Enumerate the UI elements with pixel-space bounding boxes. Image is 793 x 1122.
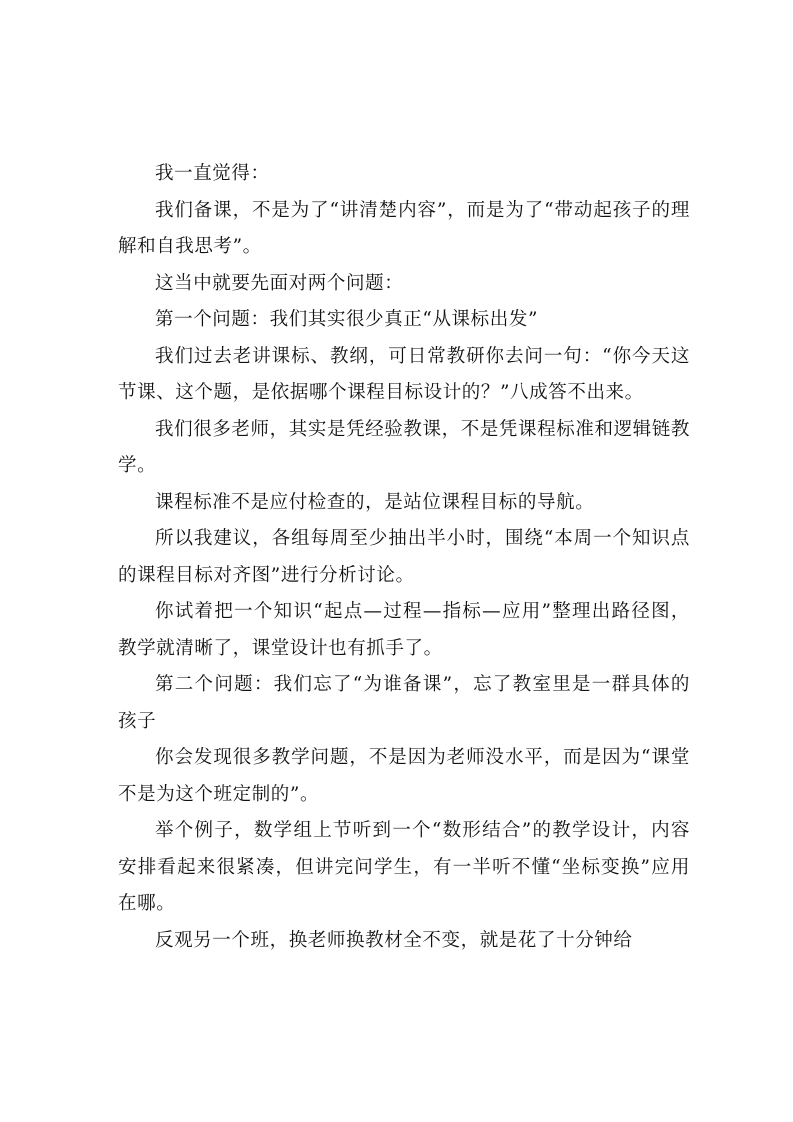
document-body	[118, 156, 690, 959]
section-heading-1: 第一个问题：我们其实很少真正“从课标出发”	[155, 309, 539, 330]
paragraph: 我一直觉得：	[155, 163, 270, 184]
paragraph: 我们很多老师，其实是凭经验教课，不是凭课程标准和逻辑链教学。	[118, 418, 690, 476]
section-heading-2: 第二个问题：我们忘了“为谁备课”，忘了教室里是一群具体的孩子	[118, 674, 690, 732]
paragraph: 你试着把一个知识“起点—过程—指标—应用”整理出路径图，教学就清晰了，课堂设计也有抓手了。	[118, 601, 690, 659]
paragraph: 我们过去老讲课标、教纲，可日常教研你去问一句：“你今天这节课、这个题，是依据哪个课程目标设计的？”八成答不出来。	[118, 345, 690, 403]
paragraph: 所以我建议，各组每周至少抽出半小时，围绕“本周一个知识点的课程目标对齐图”进行分析讨论。	[118, 528, 690, 586]
paragraph: 反观另一个班，换老师换教材全不变，就是花了十分钟给	[155, 929, 633, 951]
paragraph: 这当中就要先面对两个问题：	[155, 272, 404, 294]
paragraph: 我们备课，不是为了“讲清楚内容”，而是为了“带动起孩子的理解和自我思考”。	[118, 199, 690, 257]
paragraph: 举个例子，数学组上节听到一个“数形结合”的教学设计，内容安排看起来很紧凑，但讲完问学生，有一半听不懂“坐标变换”应用在哪。	[118, 820, 690, 914]
paragraph: 你会发现很多教学问题，不是因为老师没水平，而是因为“课堂不是为这个班定制的”。	[118, 747, 690, 805]
paragraph: 课程标准不是应付检查的，是站位课程目标的导航。	[155, 491, 595, 513]
